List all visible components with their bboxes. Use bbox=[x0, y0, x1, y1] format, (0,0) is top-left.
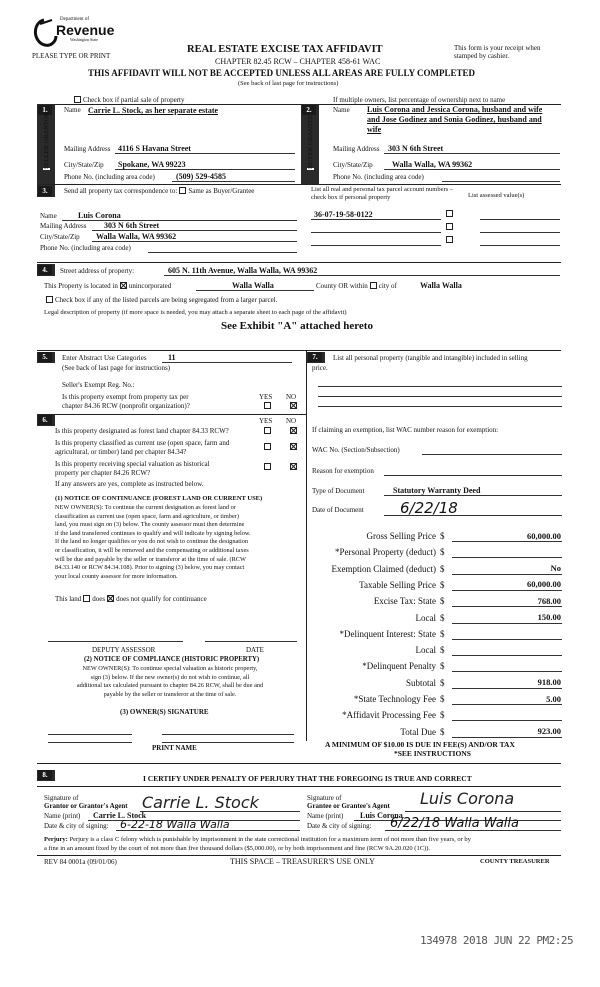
exempt-no-checkbox[interactable] bbox=[290, 402, 297, 409]
form-chapter: CHAPTER 82.45 RCW – CHAPTER 458-61 WAC bbox=[215, 57, 381, 66]
fin-value: 150.00 bbox=[537, 612, 561, 622]
personal-property-checkbox[interactable] bbox=[446, 223, 453, 230]
owner-signature-label: (3) OWNER(S) SIGNATURE bbox=[120, 708, 209, 716]
grantee-mail: 303 N 6th Street bbox=[388, 144, 444, 153]
parcel-list-header: List all real and personal tax parcel account numbers – check box if personal property bbox=[311, 186, 454, 201]
fin-value: No bbox=[550, 563, 561, 574]
abstract-value: 11 bbox=[168, 353, 176, 362]
grantee-date: 6/22/18 Walla Walla bbox=[390, 816, 519, 831]
grantee-phone-label: Phone No. (including area code) bbox=[333, 173, 424, 181]
historic-yes-checkbox[interactable] bbox=[264, 463, 271, 470]
grantee-name-print-label: Name (print) bbox=[307, 812, 344, 820]
yes-header-6: YES bbox=[259, 417, 273, 425]
fin-label: *Affidavit Processing Fee bbox=[342, 710, 436, 721]
does-qualify-checkbox[interactable] bbox=[83, 595, 90, 602]
qualify-line: This land does does not qualify for continuance bbox=[55, 595, 207, 603]
personal-property-checkbox[interactable] bbox=[446, 210, 453, 217]
historic-question-2: property per chapter 84.26 RCW? bbox=[55, 469, 151, 477]
fin-underline bbox=[452, 574, 562, 575]
perjury-line-2: a fine in an amount fixed by the court of not more than five thousand dollars ($5,000.00), or by both imprisonment and fine (RCW 9A.20.020 (1C)). bbox=[44, 845, 431, 852]
perjury-line-1: Perjury: Perjury is a class C felony which is punishable by imprisonment in the state correctional institution for a maximum term of not more than five years, or by bbox=[44, 836, 471, 843]
fin-dollar: $ bbox=[440, 579, 445, 590]
tax-name-label: Name bbox=[40, 212, 57, 220]
deputy-assessor-label: DEPUTY ASSESSOR bbox=[92, 646, 156, 654]
grantor-name: Carrie L. Stock, as her separate estate bbox=[88, 106, 219, 115]
grantor-phone: (509) 529-4585 bbox=[176, 172, 226, 181]
treasurer-space: THIS SPACE – TREASURER'S USE ONLY bbox=[230, 857, 375, 866]
price-label: price. bbox=[312, 364, 328, 372]
fin-label: *Delinquent Interest: State bbox=[339, 628, 436, 639]
legal-description-label: Legal description of property (if more space is needed, you may attach a separate sheet to each page of the affidavit) bbox=[44, 309, 347, 316]
notice-1-line: or classification, it will be removed and the compensating or additional taxes bbox=[55, 546, 249, 554]
doc-type: Statutory Warranty Deed bbox=[393, 486, 481, 495]
historic-no-checkbox[interactable] bbox=[290, 463, 297, 470]
county-name: Walla Walla bbox=[232, 281, 274, 290]
see-back: (See back of last page for instructions) bbox=[238, 80, 339, 87]
county-treasurer: COUNTY TREASURER bbox=[480, 858, 550, 865]
exhibit-reference: See Exhibit "A" attached hereto bbox=[221, 320, 373, 332]
fin-value: 5.00 bbox=[546, 693, 561, 704]
historic-question-1: Is this property receiving special valuation as historical bbox=[55, 460, 210, 468]
tax-mail: 303 N 6th Street bbox=[104, 221, 160, 230]
notice-1-line: classification as current use (open space, farm and agriculture, or timber) bbox=[55, 512, 239, 520]
fin-dollar: $ bbox=[440, 694, 445, 704]
exempt-question-1: Is this property exempt from property tax per bbox=[62, 393, 189, 401]
tax-mail-label: Mailing Address bbox=[40, 222, 87, 230]
fin-dollar: $ bbox=[440, 661, 445, 672]
county-or-within: County OR within city of bbox=[316, 282, 397, 290]
multi-owner-note: If multiple owners, list percentage of ownership next to name bbox=[333, 96, 506, 104]
fin-label: *State Technology Fee bbox=[353, 694, 436, 704]
grantee-name-label: Name bbox=[333, 106, 350, 114]
grantor-city: Spokane, WA 99223 bbox=[118, 160, 186, 169]
if-yes-note: If any answers are yes, complete as instructed below. bbox=[55, 480, 204, 488]
notice-1-line: NEW OWNER(S): To continue the current designation as forest land or bbox=[55, 504, 236, 511]
abstract-label: Enter Abstract Use Categories bbox=[62, 354, 147, 362]
fin-label: Local bbox=[415, 612, 436, 623]
section-8-number: 8. bbox=[38, 770, 52, 780]
claiming-exemption-label: If claiming an exemption, list WAC number reason for exemption: bbox=[312, 426, 499, 434]
fin-label: *Delinquent Penalty bbox=[362, 661, 436, 672]
notice-2-title: (2) NOTICE OF COMPLIANCE (HISTORIC PROPERTY) bbox=[84, 656, 260, 663]
grantee-name-3: wife bbox=[367, 125, 382, 134]
fin-dollar: $ bbox=[440, 645, 445, 656]
yes-header: YES bbox=[259, 393, 273, 401]
grantor-name-print-label: Name (print) bbox=[44, 812, 81, 820]
exempt-yes-checkbox[interactable] bbox=[264, 402, 271, 409]
grantor-date: 6-22-18 Walla Walla bbox=[120, 818, 230, 831]
revenue-logo bbox=[30, 14, 115, 50]
fin-dollar: $ bbox=[440, 628, 445, 639]
fin-dollar: $ bbox=[440, 547, 445, 558]
notice-1-line: your local county assessor for more information. bbox=[55, 572, 178, 580]
form-number: REV 84 0001a (09/01/06) bbox=[44, 858, 117, 866]
current-use-no-checkbox[interactable] bbox=[290, 443, 297, 450]
doc-date-label: Date of Document bbox=[312, 506, 364, 514]
segregated-checkbox[interactable] bbox=[46, 296, 53, 303]
fin-value: 918.00 bbox=[537, 677, 561, 688]
wac-label: WAC No. (Section/Subsection) bbox=[312, 446, 400, 454]
grantor-name-print: Carrie L. Stock bbox=[93, 811, 147, 820]
tax-city-label: City/State/Zip bbox=[40, 233, 80, 241]
see-instructions: *SEE INSTRUCTIONS bbox=[394, 749, 471, 758]
forest-no-checkbox[interactable] bbox=[290, 427, 297, 434]
notice-2-line: NEW OWNER(S): To continue special valuation as historic property, bbox=[82, 665, 258, 672]
notice-1-body bbox=[55, 504, 251, 581]
logo-line3: Washington State bbox=[70, 37, 99, 42]
fin-underline bbox=[452, 639, 562, 640]
parcel-number: 36-07-19-58-0122 bbox=[314, 210, 373, 219]
section-5-number: 5. bbox=[38, 352, 52, 362]
fin-dollar: $ bbox=[440, 726, 445, 737]
fin-label: *Personal Property (deduct) bbox=[335, 547, 436, 558]
fin-underline bbox=[452, 655, 562, 656]
section-6-number: 6. bbox=[38, 415, 52, 425]
segregated-line: Check box if any of the listed parcels are being segregated from a larger parcel. bbox=[44, 296, 277, 304]
doc-date: 6/22/18 bbox=[400, 499, 458, 517]
notice-1-line: land, you must sign on (3) below. The county assessor must then determine bbox=[55, 521, 245, 529]
section-4-number: 4. bbox=[38, 265, 52, 275]
reason-label: Reason for exemption bbox=[312, 467, 374, 475]
unincorporated-checkbox[interactable] bbox=[120, 282, 127, 289]
fin-label: Total Due bbox=[400, 726, 436, 737]
recording-stamp: 134978 2018 JUN 22 PM2:25 bbox=[420, 934, 574, 947]
notice-1-title: (1) NOTICE OF CONTINUANCE (FOREST LAND OR CURRENT USE) bbox=[55, 495, 263, 502]
tax-phone-label: Phone No. (including area code) bbox=[40, 244, 131, 252]
grantor-sig-label: Signature of bbox=[44, 794, 79, 802]
personal-property-checkbox[interactable] bbox=[446, 236, 453, 243]
partial-sale-checkbox[interactable] bbox=[74, 96, 81, 103]
grantee-sig-label: Signature of bbox=[307, 794, 342, 802]
grantee-mail-label: Mailing Address bbox=[333, 145, 380, 153]
current-use-question-2: agricultural, or timber) land per chapter 84.34? bbox=[55, 448, 187, 456]
city-name: Walla Walla bbox=[420, 281, 462, 290]
grantor-mail-label: Mailing Address bbox=[64, 145, 111, 153]
notice-1-line: will be due and payable by the seller or transferor at the time of sale. (RCW bbox=[55, 555, 246, 563]
notice-2-line: sign (3) below. If the new owner(s) do not wish to continue, all bbox=[90, 673, 250, 681]
fin-value: 60,000.00 bbox=[527, 579, 561, 590]
fin-dollar: $ bbox=[440, 612, 445, 623]
grantor-phone-label: Phone No. (including area code) bbox=[64, 173, 155, 181]
notice-1-line: if the land transferred continues to qualify and will indicate by signing below. bbox=[55, 529, 251, 537]
notice-2-line: additional tax calculated pursuant to chapter 84.26 RCW, shall be due and bbox=[76, 682, 264, 690]
section-7-number: 7. bbox=[308, 352, 322, 362]
fin-dollar: $ bbox=[440, 677, 445, 688]
fin-label: Local bbox=[415, 645, 436, 656]
fin-value: 768.00 bbox=[537, 595, 561, 606]
buyer-label bbox=[307, 168, 314, 170]
fin-value: 60,000.00 bbox=[527, 530, 561, 541]
street-label: Street address of property: bbox=[60, 267, 135, 275]
minimum-note: A MINIMUM OF $10.00 IS DUE IN FEE(S) AND/OR TAX bbox=[325, 740, 515, 749]
date-label: DATE bbox=[246, 646, 264, 654]
forest-yes-checkbox[interactable] bbox=[264, 427, 271, 434]
located-line: This Property is located in unincorporated bbox=[44, 282, 172, 290]
fin-label: Gross Selling Price bbox=[366, 531, 436, 541]
fin-dollar: $ bbox=[440, 563, 445, 574]
doc-type-label: Type of Document bbox=[312, 487, 365, 495]
send-correspondence: Send all property tax correspondence to: Same as Buyer/Grantee bbox=[64, 187, 255, 195]
fin-label: Exemption Claimed (deduct) bbox=[331, 563, 436, 574]
print-name-label: PRINT NAME bbox=[152, 744, 197, 752]
please-type: PLEASE TYPE OR PRINT bbox=[32, 52, 111, 60]
fin-label: Excise Tax: State bbox=[373, 596, 436, 607]
fin-dollar: $ bbox=[440, 710, 445, 721]
city-checkbox[interactable] bbox=[370, 282, 377, 289]
logo-line1: Department of bbox=[60, 17, 90, 22]
grantee-signature: Luis Corona bbox=[420, 789, 515, 808]
certify-line: I CERTIFY UNDER PENALTY OF PERJURY THAT THE FOREGOING IS TRUE AND CORRECT bbox=[143, 774, 472, 783]
property-street: 605 N. 11th Avenue, Walla Walla, WA 99362 bbox=[168, 266, 318, 275]
fin-underline bbox=[452, 720, 562, 721]
form-title: REAL ESTATE EXCISE TAX AFFIDAVIT bbox=[187, 44, 383, 55]
notice-1-line: 84.33.140 or RCW 84.34.108). Prior to signing (3) below, you may contact bbox=[55, 564, 245, 572]
current-use-yes-checkbox[interactable] bbox=[264, 443, 271, 450]
grantee-name-print: Luis Corona bbox=[360, 811, 403, 820]
grantee-name-2: and Jose Godinez and Sonia Godinez, husband and bbox=[367, 115, 542, 124]
section-1-number: 1. bbox=[38, 105, 52, 115]
grantee-agent-label: Grantee or Grantee's Agent bbox=[307, 802, 390, 810]
receipt-note: This form is your receipt when stamped by cashier. bbox=[454, 44, 541, 61]
no-header-6: NO bbox=[286, 417, 297, 425]
partial-sale[interactable]: Check box if partial sale of property bbox=[72, 96, 184, 104]
notice-2-body bbox=[60, 665, 280, 699]
grantor-name-label: Name bbox=[64, 106, 81, 114]
grantor-agent-label: Grantor or Grantor's Agent bbox=[44, 802, 128, 810]
notice-1-line: If the land no longer qualifies or you do not wish to continue the designation bbox=[55, 538, 249, 546]
same-as-buyer-checkbox[interactable] bbox=[179, 187, 186, 194]
fin-value: 923.00 bbox=[537, 726, 561, 737]
fin-label: Taxable Selling Price bbox=[359, 579, 436, 590]
notice-2-line: payable by the seller or transferor at the time of sale. bbox=[103, 690, 237, 698]
no-header: NO bbox=[286, 393, 297, 401]
tax-city: Walla Walla, WA 99362 bbox=[96, 232, 177, 241]
logo-line2: Revenue bbox=[56, 22, 115, 38]
exempt-reg-label: Seller's Exempt Reg. No.: bbox=[62, 381, 135, 389]
grantor-city-label: City/State/Zip bbox=[64, 161, 104, 169]
current-use-question-1: Is this property classified as current use (open space, farm and bbox=[55, 439, 230, 447]
grantor-mail: 4116 S Havana Street bbox=[118, 144, 191, 153]
grantee-city: Walla Walla, WA 99362 bbox=[392, 160, 473, 169]
does-not-qualify-checkbox[interactable] bbox=[107, 595, 114, 602]
fin-label: Subtotal bbox=[405, 677, 436, 688]
fin-underline bbox=[452, 671, 562, 672]
fin-underline bbox=[452, 557, 562, 558]
forest-question: Is this property designated as forest land chapter 84.33 RCW? bbox=[55, 427, 229, 435]
exempt-question-2: chapter 84.36 RCW (nonprofit organization)? bbox=[62, 402, 190, 410]
abstract-see-back: (See back of last page for instructions) bbox=[62, 364, 171, 372]
tax-name: Luis Corona bbox=[78, 211, 121, 220]
section-3-number: 3. bbox=[38, 186, 52, 196]
grantee-city-label: City/State/Zip bbox=[333, 161, 373, 169]
grantor-signature: Carrie L. Stock bbox=[142, 793, 259, 812]
grantee-name-1: Luis Corona and Jessica Corona, husband and wife bbox=[367, 105, 543, 114]
grantee-date-label: Date & city of signing: bbox=[307, 822, 372, 830]
grantor-date-label: Date & city of signing: bbox=[44, 822, 109, 830]
fin-dollar: $ bbox=[440, 596, 445, 607]
parcel-checkboxes[interactable] bbox=[444, 210, 455, 249]
assessed-header: List assessed value(s) bbox=[468, 192, 525, 199]
warning-line: THIS AFFIDAVIT WILL NOT BE ACCEPTED UNLESS ALL AREAS ARE FULLY COMPLETED bbox=[88, 68, 476, 78]
personal-property-label: List all personal property (tangible and intangible) included in selling bbox=[333, 354, 528, 362]
section-2-number: 2. bbox=[302, 105, 316, 115]
seller-label bbox=[43, 168, 50, 170]
fin-dollar: $ bbox=[440, 531, 445, 541]
